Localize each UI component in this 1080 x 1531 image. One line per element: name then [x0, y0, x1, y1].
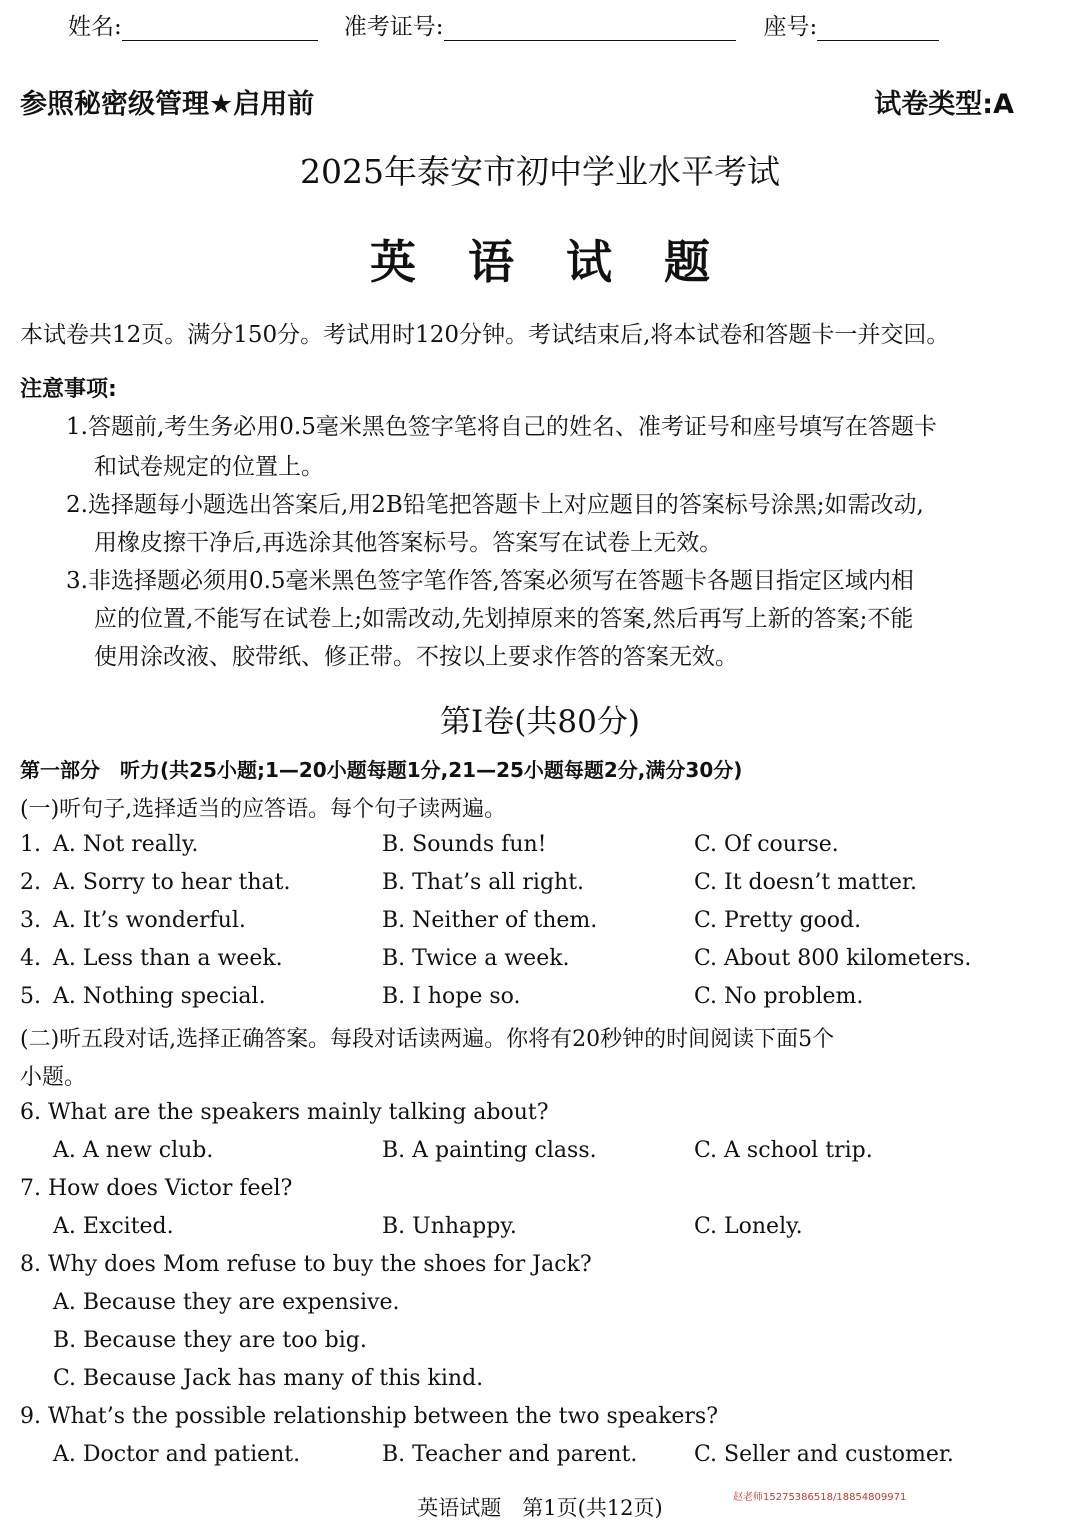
option-b: B. Sounds fun!: [382, 832, 547, 857]
option-c: C. Of course.: [694, 832, 839, 857]
name-label: 姓名:: [68, 14, 122, 40]
question-stem: 8. Why does Mom refuse to buy the shoes for Jack?: [20, 1252, 592, 1277]
page-footer: 英语试题 第1页(共12页): [417, 1496, 663, 1520]
option-c: C. No problem.: [694, 984, 864, 1009]
section-2-instruction-line-2: 小题。: [20, 1065, 87, 1090]
option-a: A. Excited.: [53, 1214, 174, 1239]
confidential-label: 参照秘密级管理★启用前: [20, 89, 315, 120]
note-3-line-2: 应的位置,不能写在试卷上;如需改动,先划掉原来的答案,然后再写上新的答案;不能: [94, 606, 914, 632]
option-b: B. Neither of them.: [382, 908, 598, 933]
note-3-line-3: 使用涂改液、胶带纸、修正带。不按以上要求作答的答案无效。: [94, 644, 738, 670]
note-1-line-2: 和试卷规定的位置上。: [94, 454, 324, 480]
exam-number-field[interactable]: [444, 14, 736, 41]
option-a: A. It’s wonderful.: [53, 908, 246, 933]
question-number: 4.: [20, 946, 41, 971]
option-c: C. Lonely.: [694, 1214, 803, 1239]
seat-label: 座号:: [763, 14, 818, 40]
section-1-instruction: (一)听句子,选择适当的应答语。每个句子读两遍。: [20, 797, 507, 822]
exam-title: 2025年泰安市初中学业水平考试: [300, 152, 780, 191]
option-a: A. Less than a week.: [53, 946, 283, 971]
note-3-line-1: 3.非选择题必须用0.5毫米黑色签字笔作答,答案必须写在答题卡各题目指定区域内相: [66, 568, 914, 594]
section-2-instruction-line-1: (二)听五段对话,选择正确答案。每段对话读两遍。你将有20秒钟的时间阅读下面5个: [20, 1027, 835, 1052]
candidate-info-row: [68, 8, 939, 41]
exam-number-label: 准考证号:: [343, 14, 444, 40]
name-field[interactable]: [122, 14, 318, 41]
option-b: B. A painting class.: [382, 1138, 597, 1163]
question-number: 3.: [20, 908, 41, 933]
option-b: B. Unhappy.: [382, 1214, 517, 1239]
option-a: A. Sorry to hear that.: [53, 870, 291, 895]
option-c: C. Pretty good.: [694, 908, 862, 933]
option-a: A. Not really.: [53, 832, 199, 857]
option-a: A. Doctor and patient.: [53, 1442, 301, 1467]
note-1-line-1: 1.答题前,考生务必用0.5毫米黑色签字笔将自己的姓名、准考证号和座号填写在答题卡: [66, 414, 937, 440]
question-stem: 9. What’s the possible relationship between the two speakers?: [20, 1404, 719, 1429]
option-a: A. Nothing special.: [53, 984, 266, 1009]
question-number: 5.: [20, 984, 41, 1009]
option-b: B. I hope so.: [382, 984, 521, 1009]
intro-text: 本试卷共12页。满分150分。考试用时120分钟。考试结束后,将本试卷和答题卡一并交回。: [20, 322, 950, 348]
option-a: A. Because they are expensive.: [53, 1290, 400, 1315]
seat-field[interactable]: [817, 14, 939, 41]
notes-heading: 注意事项:: [20, 377, 117, 402]
question-number: 1.: [20, 832, 41, 857]
option-b: B. That’s all right.: [382, 870, 585, 895]
option-c: C. Seller and customer.: [694, 1442, 954, 1467]
option-b: B. Teacher and parent.: [382, 1442, 638, 1467]
note-2-line-2: 用橡皮擦干净后,再选涂其他答案标号。答案写在试卷上无效。: [94, 530, 723, 556]
option-c: C. About 800 kilometers.: [694, 946, 972, 971]
option-c: C. It doesn’t matter.: [694, 870, 917, 895]
part-1-heading: 第一部分 听力(共25小题;1—20小题每题1分,21—25小题每题2分,满分30分): [20, 758, 743, 782]
option-c: C. Because Jack has many of this kind.: [53, 1366, 484, 1391]
paper-type-label: 试卷类型:A: [874, 89, 1014, 120]
volume-title: 第Ⅰ卷(共80分): [440, 704, 640, 740]
option-a: A. A new club.: [53, 1138, 214, 1163]
option-c: C. A school trip.: [694, 1138, 873, 1163]
subject-title: 英语试题: [370, 235, 762, 289]
option-b: B. Twice a week.: [382, 946, 570, 971]
question-stem: 6. What are the speakers mainly talking about?: [20, 1100, 549, 1125]
note-2-line-1: 2.选择题每小题选出答案后,用2B铅笔把答题卡上对应题目的答案标号涂黑;如需改动,: [66, 492, 924, 518]
watermark-text: 赵老师15275386518/18854809971: [733, 1492, 907, 1503]
question-stem: 7. How does Victor feel?: [20, 1176, 293, 1201]
question-number: 2.: [20, 870, 41, 895]
option-b: B. Because they are too big.: [53, 1328, 367, 1353]
